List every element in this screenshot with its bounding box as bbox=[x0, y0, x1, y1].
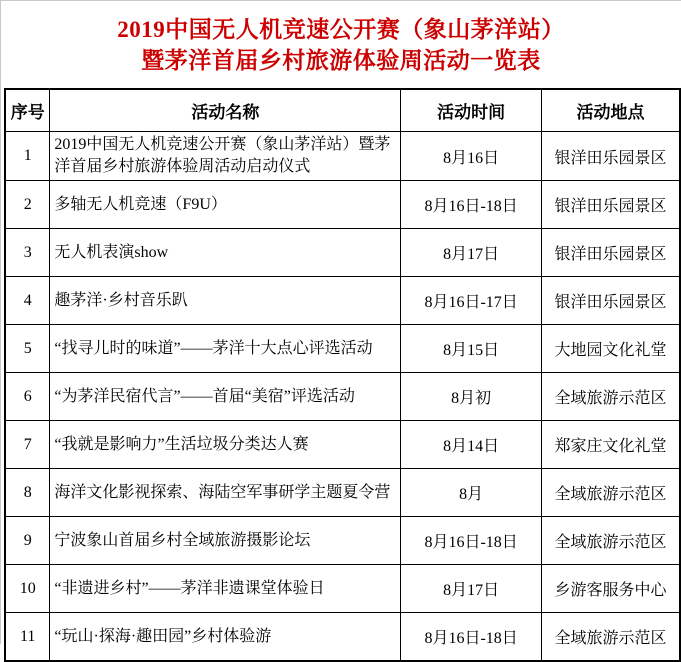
table-row bbox=[5, 565, 680, 613]
row-number: 9 bbox=[5, 517, 50, 565]
activity-time: 8月17日 bbox=[401, 229, 542, 277]
activity-schedule-table bbox=[4, 88, 681, 662]
activity-place: 银洋田乐园景区 bbox=[541, 181, 680, 229]
table-row bbox=[5, 517, 680, 565]
row-number: 6 bbox=[5, 373, 50, 421]
row-number: 10 bbox=[5, 565, 50, 613]
activity-name: 趣茅洋·乡村音乐趴 bbox=[50, 277, 401, 325]
table-row bbox=[5, 613, 680, 662]
table-row bbox=[5, 277, 680, 325]
activity-name: “玩山·探海·趣田园”乡村体验游 bbox=[50, 613, 401, 662]
activity-place: 大地园文化礼堂 bbox=[541, 325, 680, 373]
page-title bbox=[1, 1, 681, 76]
activity-name: “非遗进乡村”——茅洋非遗课堂体验日 bbox=[50, 565, 401, 613]
activity-name: 2019中国无人机竞速公开赛（象山茅洋站）暨茅洋首届乡村旅游体验周活动启动仪式 bbox=[50, 132, 401, 181]
row-number: 8 bbox=[5, 469, 50, 517]
row-number: 7 bbox=[5, 421, 50, 469]
row-number: 3 bbox=[5, 229, 50, 277]
activity-name: 宁波象山首届乡村全域旅游摄影论坛 bbox=[50, 517, 401, 565]
activity-name: 海洋文化影视探索、海陆空军事研学主题夏令营 bbox=[50, 469, 401, 517]
table-row bbox=[5, 373, 680, 421]
row-number: 2 bbox=[5, 181, 50, 229]
activity-name: 多轴无人机竞速（F9U） bbox=[50, 181, 401, 229]
activity-name: 无人机表演show bbox=[50, 229, 401, 277]
row-number: 5 bbox=[5, 325, 50, 373]
activity-time: 8月16日-18日 bbox=[401, 181, 542, 229]
activity-time: 8月 bbox=[401, 469, 542, 517]
activity-place: 银洋田乐园景区 bbox=[541, 277, 680, 325]
activity-place: 全域旅游示范区 bbox=[541, 613, 680, 662]
table-row bbox=[5, 229, 680, 277]
activity-place: 全域旅游示范区 bbox=[541, 469, 680, 517]
activity-name: “找寻儿时的味道”——茅洋十大点心评选活动 bbox=[50, 325, 401, 373]
header-activity-time: 活动时间 bbox=[401, 89, 542, 132]
activity-place: 全域旅游示范区 bbox=[541, 373, 680, 421]
activity-time: 8月16日 bbox=[401, 132, 542, 181]
activity-time: 8月16日-18日 bbox=[401, 517, 542, 565]
activity-place: 全域旅游示范区 bbox=[541, 517, 680, 565]
table-row bbox=[5, 421, 680, 469]
table-row bbox=[5, 469, 680, 517]
row-number: 4 bbox=[5, 277, 50, 325]
activity-place: 乡游客服务中心 bbox=[541, 565, 680, 613]
row-number: 11 bbox=[5, 613, 50, 662]
activity-name: “为茅洋民宿代言”——首届“美宿”评选活动 bbox=[50, 373, 401, 421]
activity-name: “我就是影响力”生活垃圾分类达人赛 bbox=[50, 421, 401, 469]
activity-time: 8月初 bbox=[401, 373, 542, 421]
activity-place: 郑家庄文化礼堂 bbox=[541, 421, 680, 469]
header-serial-number: 序号 bbox=[5, 89, 50, 132]
activity-time: 8月14日 bbox=[401, 421, 542, 469]
title-line-1: 2019中国无人机竞速公开赛（象山茅洋站） bbox=[117, 17, 565, 42]
activity-place: 银洋田乐园景区 bbox=[541, 229, 680, 277]
header-activity-name: 活动名称 bbox=[50, 89, 401, 132]
activity-time: 8月15日 bbox=[401, 325, 542, 373]
activity-time: 8月16日-18日 bbox=[401, 613, 542, 662]
title-line-2: 暨茅洋首届乡村旅游体验周活动一览表 bbox=[141, 48, 541, 73]
activity-place: 银洋田乐园景区 bbox=[541, 132, 680, 181]
header-activity-place: 活动地点 bbox=[541, 89, 680, 132]
table-row bbox=[5, 132, 680, 181]
table-row bbox=[5, 181, 680, 229]
row-number: 1 bbox=[5, 132, 50, 181]
activity-time: 8月17日 bbox=[401, 565, 542, 613]
table-row bbox=[5, 325, 680, 373]
activity-time: 8月16日-17日 bbox=[401, 277, 542, 325]
table-header-row bbox=[5, 89, 680, 132]
